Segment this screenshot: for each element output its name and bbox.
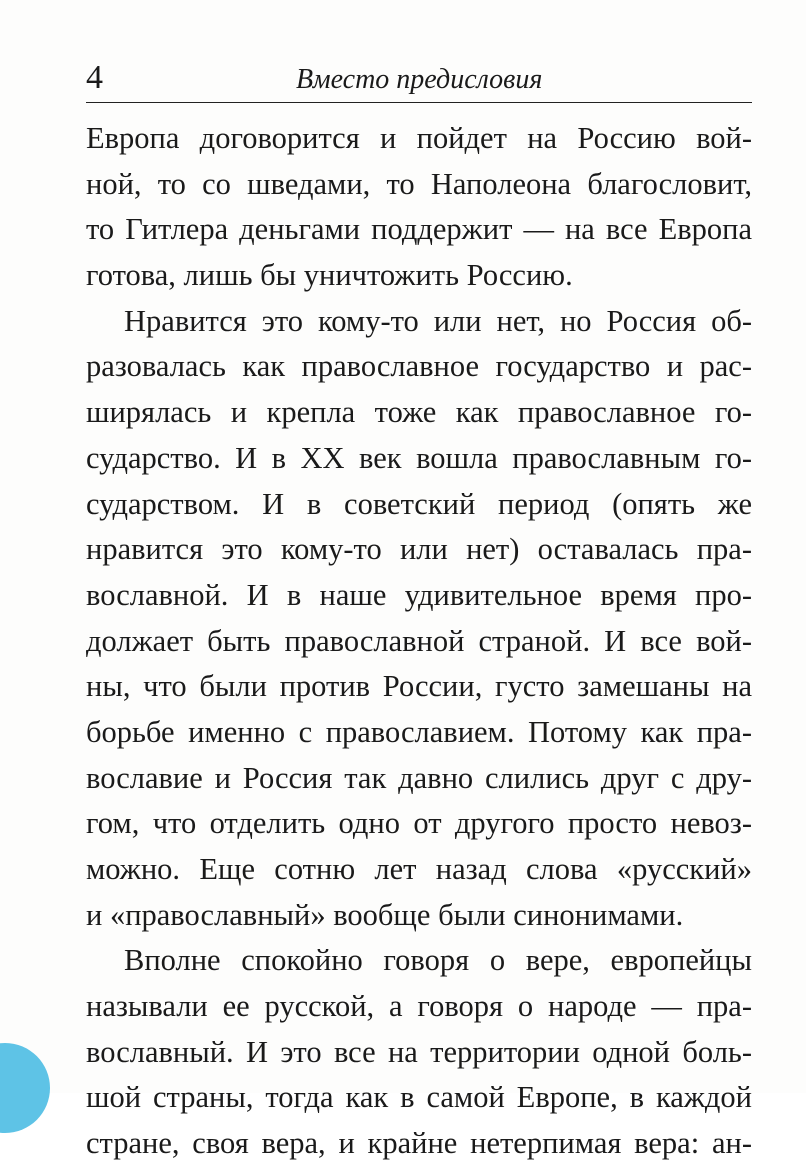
text-line: вославный. И это все на территории одной боль-: [86, 1034, 752, 1069]
page-number: 4: [86, 59, 103, 96]
text-line: ной, то со шведами, то Наполеона благословит,: [86, 166, 752, 201]
text-line: должает быть православной страной. И все вой-: [86, 623, 752, 658]
page-header: [86, 58, 752, 102]
header-rule: [86, 102, 752, 103]
running-title: Вместо предисловия: [296, 64, 543, 95]
text-line: сударство. И в XX век вошла православным го-: [86, 440, 752, 475]
text-line: ширялась и крепла тоже как православное го-: [86, 395, 752, 430]
text-line: шой страны, тогда как в самой Европе, в каждой: [86, 1080, 752, 1115]
paragraph-1: [86, 116, 752, 299]
text-line: Вполне спокойно говоря о вере, европейцы: [124, 943, 752, 978]
paragraph-3: [86, 938, 752, 1166]
text-line: стране, своя вера, и крайне нетерпимая вера: ан-: [86, 1126, 752, 1161]
text-line: нравится это кому-то или нет) оставалась пра-: [86, 532, 752, 567]
text-line: сударством. И в советский период (опять же: [86, 486, 752, 521]
text-line: гом, что отделить одно от другого просто невоз-: [86, 806, 752, 841]
body-text: [86, 116, 752, 1167]
text-line: вославие и Россия так давно слились друг с дру-: [86, 760, 752, 795]
text-line: Нравится это кому-то или нет, но Россия об-: [124, 303, 752, 338]
text-line: то Гитлера деньгами поддержит — на все Европа: [86, 212, 752, 247]
text-line: разовалась как православное государство и рас-: [86, 349, 752, 384]
text-line: борьбе именно с православием. Потому как пра-: [86, 714, 752, 749]
text-line: готова, лишь бы уничтожить Россию.: [86, 258, 573, 293]
text-line: вославной. И в наше удивительное время про-: [86, 577, 752, 612]
corner-tab-decoration: [0, 1043, 50, 1133]
text-line: называли ее русской, а говоря о народе — пра-: [86, 989, 752, 1024]
text-line: можно. Еще сотню лет назад слова «русский»: [86, 852, 752, 886]
paragraph-2: [86, 299, 752, 939]
text-line: ны, что были против России, густо замешаны на: [86, 669, 752, 704]
text-line: и «православный» вообще были синонимами.: [86, 897, 684, 932]
text-line: Европа договорится и пойдет на Россию вой-: [86, 121, 752, 155]
